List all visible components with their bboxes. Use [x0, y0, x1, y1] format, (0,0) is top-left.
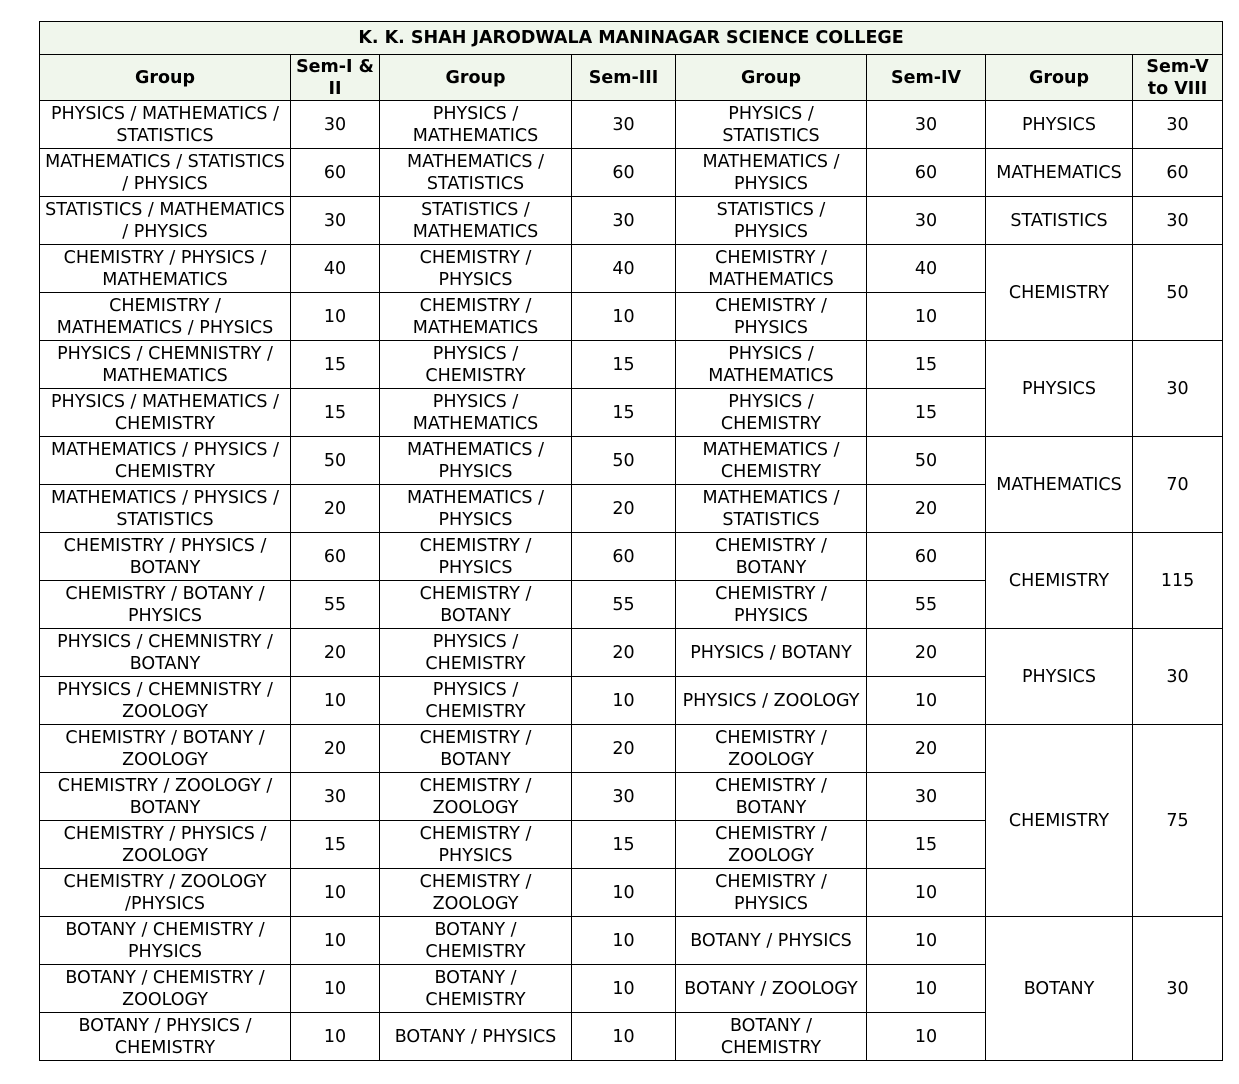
group-sem-3-cell: PHYSICS / CHEMISTRY: [380, 341, 572, 389]
group-sem-3-cell: CHEMISTRY / PHYSICS: [380, 245, 572, 293]
group-sem-1-2-cell: CHEMISTRY / ZOOLOGY / BOTANY: [40, 773, 291, 821]
seats-sem-1-2-cell: 10: [291, 677, 380, 725]
seats-sem-4-cell: 55: [867, 581, 986, 629]
group-sem-4-cell: PHYSICS / CHEMISTRY: [676, 389, 867, 437]
table-row: [40, 149, 1223, 197]
seats-sem-3-cell: 55: [572, 581, 676, 629]
group-sem-4-cell: MATHEMATICS / PHYSICS: [676, 149, 867, 197]
group-sem-4-cell: CHEMISTRY / PHYSICS: [676, 293, 867, 341]
header-group-sem-4: Group: [676, 55, 867, 101]
group-sem-4-cell: MATHEMATICS / STATISTICS: [676, 485, 867, 533]
seats-sem-4-cell: 30: [867, 101, 986, 149]
table-row: [40, 629, 1223, 677]
seats-sem-3-cell: 30: [572, 197, 676, 245]
seats-sem-3-cell: 10: [572, 1013, 676, 1061]
seats-sem-3-cell: 10: [572, 917, 676, 965]
seats-sem-3-cell: 50: [572, 437, 676, 485]
group-sem-5-8-cell: PHYSICS: [986, 101, 1133, 149]
group-sem-4-cell: CHEMISTRY / MATHEMATICS: [676, 245, 867, 293]
group-sem-3-cell: MATHEMATICS / STATISTICS: [380, 149, 572, 197]
group-sem-1-2-cell: STATISTICS / MATHEMATICS / PHYSICS: [40, 197, 291, 245]
seats-sem-5-8-cell: 115: [1133, 533, 1223, 629]
seats-sem-3-cell: 20: [572, 629, 676, 677]
table-body: [40, 22, 1223, 1061]
group-sem-1-2-cell: PHYSICS / MATHEMATICS / CHEMISTRY: [40, 389, 291, 437]
seats-sem-4-cell: 40: [867, 245, 986, 293]
seats-sem-4-cell: 15: [867, 821, 986, 869]
seats-sem-5-8-cell: 30: [1133, 917, 1223, 1061]
seats-sem-1-2-cell: 30: [291, 101, 380, 149]
seats-sem-5-8-cell: 30: [1133, 101, 1223, 149]
group-sem-1-2-cell: BOTANY / CHEMISTRY / PHYSICS: [40, 917, 291, 965]
group-sem-5-8-cell: BOTANY: [986, 917, 1133, 1061]
title-row: [40, 22, 1223, 55]
seats-sem-4-cell: 10: [867, 677, 986, 725]
seats-sem-5-8-cell: 30: [1133, 629, 1223, 725]
seats-sem-3-cell: 40: [572, 245, 676, 293]
header-group-sem-3: Group: [380, 55, 572, 101]
group-sem-4-cell: BOTANY / PHYSICS: [676, 917, 867, 965]
group-sem-3-cell: BOTANY / PHYSICS: [380, 1013, 572, 1061]
table-row: [40, 101, 1223, 149]
group-sem-3-cell: BOTANY / CHEMISTRY: [380, 965, 572, 1013]
table-row: [40, 725, 1223, 773]
seats-sem-3-cell: 10: [572, 869, 676, 917]
seats-sem-5-8-cell: 75: [1133, 725, 1223, 917]
seats-sem-4-cell: 10: [867, 869, 986, 917]
seats-sem-1-2-cell: 30: [291, 197, 380, 245]
group-sem-4-cell: STATISTICS / PHYSICS: [676, 197, 867, 245]
group-sem-1-2-cell: PHYSICS / MATHEMATICS / STATISTICS: [40, 101, 291, 149]
group-sem-5-8-cell: CHEMISTRY: [986, 725, 1133, 917]
group-sem-1-2-cell: PHYSICS / CHEMNISTRY / ZOOLOGY: [40, 677, 291, 725]
seats-sem-1-2-cell: 20: [291, 629, 380, 677]
seats-sem-1-2-cell: 10: [291, 869, 380, 917]
header-sem-4: Sem-IV: [867, 55, 986, 101]
group-sem-3-cell: CHEMISTRY / BOTANY: [380, 725, 572, 773]
seats-sem-4-cell: 10: [867, 1013, 986, 1061]
seats-sem-4-cell: 20: [867, 485, 986, 533]
seats-sem-3-cell: 15: [572, 341, 676, 389]
group-sem-4-cell: MATHEMATICS / CHEMISTRY: [676, 437, 867, 485]
seats-sem-4-cell: 10: [867, 293, 986, 341]
group-sem-3-cell: CHEMISTRY / PHYSICS: [380, 821, 572, 869]
group-sem-5-8-cell: CHEMISTRY: [986, 245, 1133, 341]
group-sem-3-cell: MATHEMATICS / PHYSICS: [380, 437, 572, 485]
page-title: K. K. SHAH JARODWALA MANINAGAR SCIENCE COLLEGE: [40, 22, 1223, 55]
seats-sem-1-2-cell: 10: [291, 293, 380, 341]
table-row: [40, 437, 1223, 485]
seats-sem-1-2-cell: 30: [291, 773, 380, 821]
group-sem-4-cell: PHYSICS / STATISTICS: [676, 101, 867, 149]
seats-sem-1-2-cell: 20: [291, 725, 380, 773]
seats-sem-3-cell: 30: [572, 773, 676, 821]
header-row: [40, 55, 1223, 101]
group-sem-1-2-cell: PHYSICS / CHEMNISTRY / MATHEMATICS: [40, 341, 291, 389]
group-sem-1-2-cell: CHEMISTRY / PHYSICS / ZOOLOGY: [40, 821, 291, 869]
seats-sem-3-cell: 10: [572, 293, 676, 341]
group-sem-1-2-cell: BOTANY / PHYSICS / CHEMISTRY: [40, 1013, 291, 1061]
group-sem-5-8-cell: CHEMISTRY: [986, 533, 1133, 629]
seats-sem-3-cell: 20: [572, 485, 676, 533]
seats-sem-3-cell: 10: [572, 677, 676, 725]
header-group-sem-5-8: Group: [986, 55, 1133, 101]
group-sem-4-cell: CHEMISTRY / BOTANY: [676, 773, 867, 821]
group-sem-5-8-cell: STATISTICS: [986, 197, 1133, 245]
group-sem-4-cell: CHEMISTRY / ZOOLOGY: [676, 821, 867, 869]
group-sem-1-2-cell: BOTANY / CHEMISTRY / ZOOLOGY: [40, 965, 291, 1013]
group-sem-4-cell: PHYSICS / BOTANY: [676, 629, 867, 677]
seats-sem-5-8-cell: 30: [1133, 341, 1223, 437]
seats-sem-1-2-cell: 60: [291, 149, 380, 197]
group-sem-1-2-cell: CHEMISTRY / BOTANY / PHYSICS: [40, 581, 291, 629]
group-sem-4-cell: CHEMISTRY / PHYSICS: [676, 869, 867, 917]
seats-sem-1-2-cell: 50: [291, 437, 380, 485]
seats-sem-1-2-cell: 40: [291, 245, 380, 293]
group-sem-5-8-cell: PHYSICS: [986, 629, 1133, 725]
table-row: [40, 917, 1223, 965]
seats-sem-4-cell: 60: [867, 533, 986, 581]
group-sem-1-2-cell: PHYSICS / CHEMNISTRY / BOTANY: [40, 629, 291, 677]
seats-sem-4-cell: 15: [867, 389, 986, 437]
group-sem-4-cell: CHEMISTRY / BOTANY: [676, 533, 867, 581]
seats-sem-5-8-cell: 60: [1133, 149, 1223, 197]
seats-sem-5-8-cell: 50: [1133, 245, 1223, 341]
seats-sem-3-cell: 60: [572, 149, 676, 197]
seats-sem-3-cell: 30: [572, 101, 676, 149]
seats-sem-1-2-cell: 55: [291, 581, 380, 629]
seats-sem-4-cell: 20: [867, 725, 986, 773]
header-sem-3: Sem-III: [572, 55, 676, 101]
seats-sem-1-2-cell: 15: [291, 821, 380, 869]
group-sem-5-8-cell: MATHEMATICS: [986, 437, 1133, 533]
group-sem-1-2-cell: MATHEMATICS / PHYSICS / CHEMISTRY: [40, 437, 291, 485]
group-sem-4-cell: BOTANY / CHEMISTRY: [676, 1013, 867, 1061]
table-row: [40, 197, 1223, 245]
group-sem-5-8-cell: PHYSICS: [986, 341, 1133, 437]
table-row: [40, 533, 1223, 581]
group-sem-3-cell: CHEMISTRY / PHYSICS: [380, 533, 572, 581]
group-sem-1-2-cell: CHEMISTRY / BOTANY / ZOOLOGY: [40, 725, 291, 773]
group-sem-3-cell: CHEMISTRY / ZOOLOGY: [380, 869, 572, 917]
group-sem-1-2-cell: CHEMISTRY / PHYSICS / BOTANY: [40, 533, 291, 581]
group-sem-4-cell: PHYSICS / ZOOLOGY: [676, 677, 867, 725]
seat-allocation-table: [39, 21, 1223, 1061]
seats-sem-5-8-cell: 30: [1133, 197, 1223, 245]
seats-sem-1-2-cell: 15: [291, 389, 380, 437]
group-sem-4-cell: CHEMISTRY / PHYSICS: [676, 581, 867, 629]
seats-sem-3-cell: 15: [572, 389, 676, 437]
group-sem-1-2-cell: CHEMISTRY / ZOOLOGY /PHYSICS: [40, 869, 291, 917]
table-row: [40, 341, 1223, 389]
seats-sem-1-2-cell: 20: [291, 485, 380, 533]
group-sem-1-2-cell: MATHEMATICS / PHYSICS / STATISTICS: [40, 485, 291, 533]
table-row: [40, 245, 1223, 293]
header-sem-1-2: Sem-I & II: [291, 55, 380, 101]
group-sem-3-cell: PHYSICS / MATHEMATICS: [380, 101, 572, 149]
group-sem-3-cell: STATISTICS / MATHEMATICS: [380, 197, 572, 245]
group-sem-5-8-cell: MATHEMATICS: [986, 149, 1133, 197]
seats-sem-4-cell: 10: [867, 917, 986, 965]
group-sem-3-cell: PHYSICS / CHEMISTRY: [380, 629, 572, 677]
group-sem-1-2-cell: CHEMISTRY / PHYSICS / MATHEMATICS: [40, 245, 291, 293]
group-sem-1-2-cell: CHEMISTRY / MATHEMATICS / PHYSICS: [40, 293, 291, 341]
seats-sem-4-cell: 20: [867, 629, 986, 677]
seats-sem-4-cell: 30: [867, 197, 986, 245]
group-sem-3-cell: PHYSICS / CHEMISTRY: [380, 677, 572, 725]
seats-sem-1-2-cell: 10: [291, 965, 380, 1013]
header-group-sem-1-2: Group: [40, 55, 291, 101]
seats-sem-1-2-cell: 10: [291, 1013, 380, 1061]
seats-sem-4-cell: 30: [867, 773, 986, 821]
group-sem-3-cell: MATHEMATICS / PHYSICS: [380, 485, 572, 533]
group-sem-3-cell: BOTANY / CHEMISTRY: [380, 917, 572, 965]
group-sem-3-cell: CHEMISTRY / ZOOLOGY: [380, 773, 572, 821]
group-sem-4-cell: PHYSICS / MATHEMATICS: [676, 341, 867, 389]
seats-sem-5-8-cell: 70: [1133, 437, 1223, 533]
group-sem-1-2-cell: MATHEMATICS / STATISTICS / PHYSICS: [40, 149, 291, 197]
header-sem-5-8: Sem-V to VIII: [1133, 55, 1223, 101]
seats-sem-4-cell: 50: [867, 437, 986, 485]
seats-sem-3-cell: 60: [572, 533, 676, 581]
seats-sem-4-cell: 60: [867, 149, 986, 197]
seats-sem-3-cell: 10: [572, 965, 676, 1013]
group-sem-3-cell: PHYSICS / MATHEMATICS: [380, 389, 572, 437]
seats-sem-4-cell: 15: [867, 341, 986, 389]
group-sem-3-cell: CHEMISTRY / BOTANY: [380, 581, 572, 629]
group-sem-4-cell: CHEMISTRY / ZOOLOGY: [676, 725, 867, 773]
seats-sem-1-2-cell: 60: [291, 533, 380, 581]
seats-sem-3-cell: 20: [572, 725, 676, 773]
seats-sem-3-cell: 15: [572, 821, 676, 869]
group-sem-3-cell: CHEMISTRY / MATHEMATICS: [380, 293, 572, 341]
seats-sem-1-2-cell: 10: [291, 917, 380, 965]
seats-sem-1-2-cell: 15: [291, 341, 380, 389]
seats-sem-4-cell: 10: [867, 965, 986, 1013]
group-sem-4-cell: BOTANY / ZOOLOGY: [676, 965, 867, 1013]
